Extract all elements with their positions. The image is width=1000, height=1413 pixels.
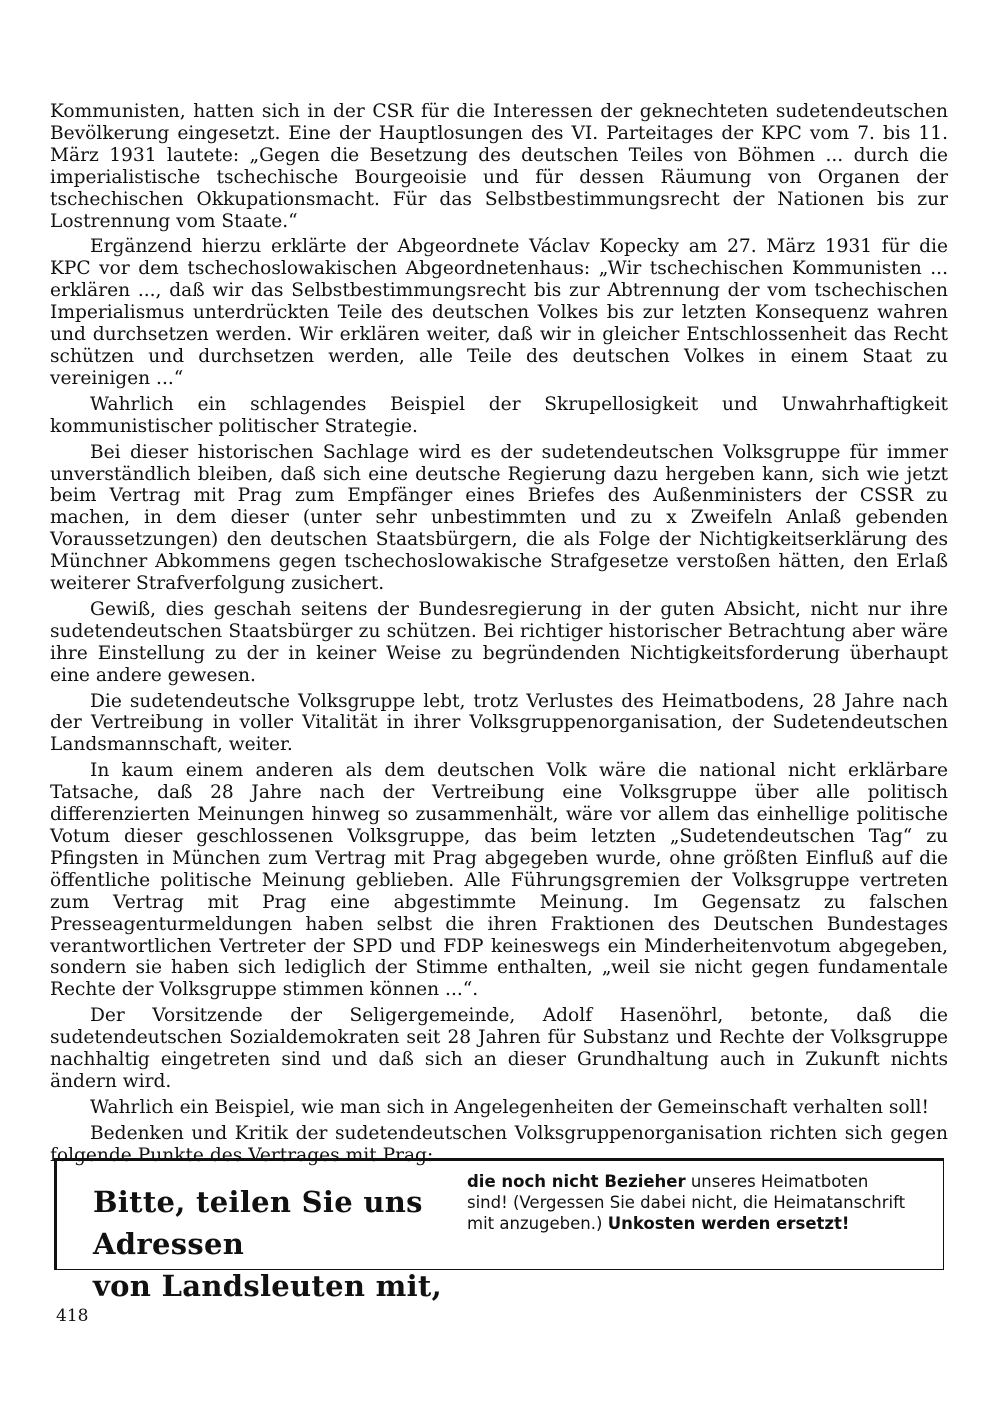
paragraph: In kaum einem anderen als dem deutschen Volk wäre die national nicht erklärbare Tatsache, daß 28 Jahre nach der Vertreibung eine Volksgruppe über alle politisch differenzierten Meinungen hinweg so zusammenhält, wäre vor allem das einhellige politische Votum dieser geschlossenen Volksgruppe, das beim letzten „Sudetendeutschen Tag“ zu Pfingsten in München zum Vertrag mit Prag abgegeben wurde, ohne größten Einfluß auf die öffentliche politische Meinung geblieben. Alle Führungsgremien der Volksgruppe vertreten zum Vertrag mit Prag eine abgestimmte Meinung. Im Gegensatz zu falschen Presseagenturmeldungen haben selbst die ihren Fraktionen des Deutschen Bundestages verantwortlichen Vertreter der SPD und FDP keineswegs ein Minderheitenvotum abgegeben, sondern sie haben sich lediglich der Stimme enthalten, „weil sie nicht gegen fundamentale Rechte der Volksgruppe stimmen können ...“. — [50, 760, 948, 1001]
paragraph: Bei dieser historischen Sachlage wird es der sudetendeutschen Volksgruppe für immer unverständlich bleiben, daß sich eine deutsche Regierung dazu hergeben kann, sich wie jetzt beim Vertrag mit Prag zum Empfänger eines Briefes des Außenministers der CSSR zu machen, in dem dieser (unter sehr unbestimmten und zu x Zweifeln Anlaß gebenden Voraussetzungen) den deutschen Staatsbürgern, die als Folge der Nichtigkeitserklärung des Münchner Abkommens gegen tschechoslowakische Strafgesetze verstoßen hätten, den Erlaß weiterer Strafverfolgung zusichert. — [50, 441, 948, 595]
article-body — [50, 101, 948, 1171]
address-request-box — [54, 1158, 944, 1303]
page-number: 418 — [56, 1306, 89, 1326]
paragraph: Bedenken und Kritik der sudetendeutschen Volksgruppenorganisation richten sich gegen folgende Punkte des Vertrages mit Prag: — [50, 1122, 948, 1166]
paragraph: Gewiß, dies geschah seitens der Bundesregierung in der guten Absicht, nicht nur ihre sudetendeutschen Staatsbürger zu schützen. Bei richtiger historischer Betrachtung aber wäre ihre Einstellung zu der in keiner Weise zu begründenden Nichtigkeitsforderung überhaupt eine andere gewesen. — [50, 598, 948, 686]
ad-headline-line-2: von Landsleuten mit, — [93, 1269, 443, 1303]
ad-body — [467, 1171, 907, 1234]
ad-headline — [93, 1181, 443, 1307]
paragraph: Wahrlich ein Beispiel, wie man sich in Angelegenheiten der Gemeinschaft verhalten soll! — [90, 1096, 929, 1118]
ad-bold-text: die noch nicht Bezieher — [467, 1172, 686, 1191]
ad-bold-text: Unkosten werden ersetzt! — [607, 1214, 850, 1233]
paragraph: Kommunisten, hatten sich in der CSR für die Interessen der geknechteten sudetendeutschen Bevölkerung eingesetzt. Eine der Hauptlosungen des VI. Parteitages der KPC vom 7. bis 11. März 1931 lautete: „Gegen die Besetzung des deutschen Teiles von Böhmen ... durch die imperialistische tschechische Bourgeoisie und für dessen Räumung von Organen der tschechischen Okkupationsmacht. Für das Selbstbestimmungsrecht der Nationen bis zur Lostrennung vom Staate.“ — [50, 101, 948, 232]
ad-headline-line-1: Bitte, teilen Sie uns Adressen — [93, 1185, 423, 1261]
paragraph: Wahrlich ein schlagendes Beispiel der Skrupellosigkeit und Unwahrhaftigkeit kommunistischer politischer Strategie. — [50, 393, 948, 437]
paragraph: Der Vorsitzende der Seligergemeinde, Adolf Hasenöhrl, betonte, daß die sudetendeutschen Sozialdemokraten seit 28 Jahren für Substanz und Rechte der Volksgruppe nachhaltig eingetreten sind und daß sich an dieser Grundhaltung auch in Zukunft nichts ändern wird. — [50, 1005, 948, 1092]
paragraph: Ergänzend hierzu erklärte der Abgeordnete Václav Kopecky am 27. März 1931 für die KPC vor dem tschechoslowakischen Abgeordnetenhaus: „Wir tschechischen Kommunisten ... erklären ..., daß wir das Selbstbestimmungsrecht bis zur Abtrennung der vom tschechischen Imperialismus unterdrückten Teile des deutschen Volkes bis zur letzten Konsequenz wahren und durchsetzen werden. Wir erklären weiter, daß wir in gleicher Entschlossenheit das Recht schützen und durchsetzen werden, alle Teile des deutschen Volkes in einem Staat zu vereinigen ...“ — [50, 236, 948, 389]
paragraph: Die sudetendeutsche Volksgruppe lebt, trotz Verlustes des Heimatbodens, 28 Jahre nach der Vertreibung in voller Vitalität in ihrer Volksgruppenorganisation, der Sudetendeutschen Landsmannschaft, weiter. — [50, 690, 948, 756]
ad-text: unseres Heimatboten sind! (Vergessen Sie dabei nicht, die Heimatanschrift mit anzugeben.) — [467, 1172, 906, 1233]
